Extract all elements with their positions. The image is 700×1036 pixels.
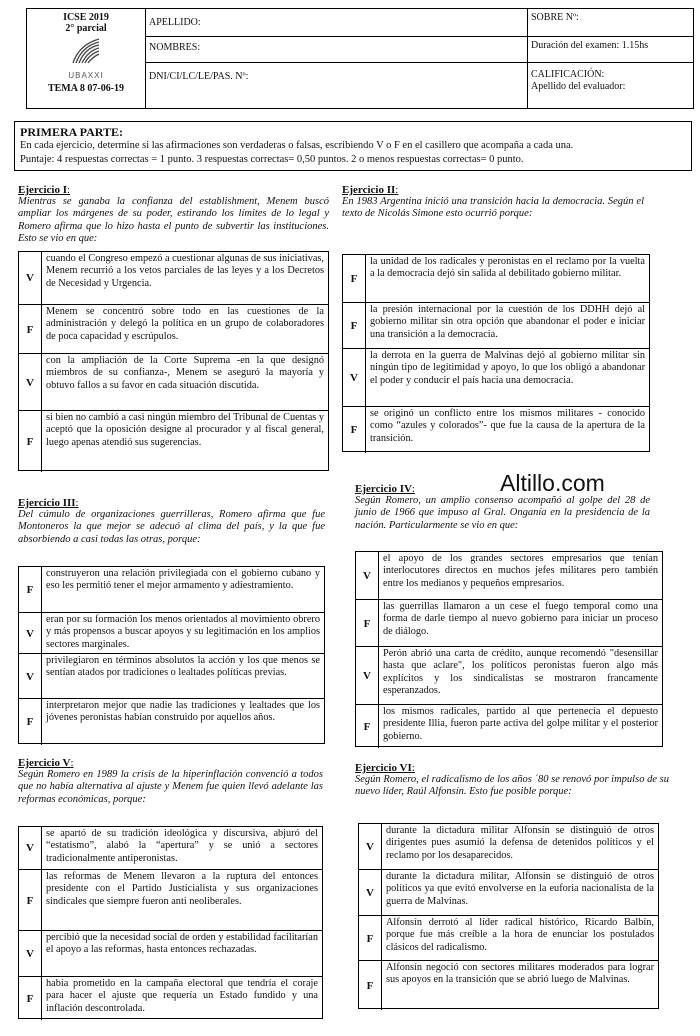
table-row bbox=[19, 827, 322, 869]
table-row bbox=[19, 612, 324, 654]
statement-text: durante la dictadura militar, Alfonsín se distinguió de otros políticos ya que evitó envolverse en la euforia nacionalista de la guerra de Malvinas. bbox=[386, 871, 654, 907]
statement-text: interpretaron mejor que nadie las tradiciones y lealtades que los jóvenes peronistas habían construido por aquellos años. bbox=[46, 700, 320, 724]
statement-text: cuando el Congreso empezó a cuestionar algunas de sus iniciativas, Menem recurrió a los vetos parciales de las leyes y a los Decretos de Necesidad y Urgencia. bbox=[46, 253, 324, 289]
ejercicio-3-title: Ejercicio III bbox=[18, 497, 76, 509]
statement-text: Alfonsín derrotó al líder radical histórico, Ricardo Balbín, porque fue más creíble a la hora de enunciar los postulados clásicos del radicalismo. bbox=[386, 917, 654, 953]
answer-cell[interactable]: F bbox=[356, 600, 379, 647]
apellido-field[interactable]: APELLIDO: bbox=[149, 17, 201, 28]
table-row bbox=[19, 653, 324, 699]
tema-label: TEMA 8 07-06-19 bbox=[47, 83, 125, 94]
duracion-label: Duración del examen: 1.15hs bbox=[531, 40, 649, 51]
answer-cell[interactable]: F bbox=[19, 411, 42, 472]
answer-cell[interactable]: F bbox=[343, 407, 366, 453]
table-row bbox=[19, 410, 328, 472]
table-row bbox=[19, 304, 328, 354]
statement-text: Alfonsín negoció con sectores militares moderados para lograr sus apoyos en la transición que se abrió luego de Malvinas. bbox=[386, 962, 654, 986]
ejercicio-4: Ejercicio IV: Según Romero, un amplio consenso acompañó al golpe del 28 de junio de 1966 que impuso al Gral. Onganía en la presidencia de la nación. Particularmente se vio en que: bbox=[355, 483, 650, 531]
table-row bbox=[19, 869, 322, 931]
table-row bbox=[19, 252, 328, 304]
primera-parte-instructions: En cada ejercicio, determine si las afirmaciones son verdaderas o falsas, escribiendo V o F en el casillero que acompaña a cada una. bbox=[20, 140, 574, 151]
ejercicio-3-intro: Del cúmulo de organizaciones guerrilleras, Romero afirma que fue Montoneros la que mejor se adecuó al clima del país, y la que fue absorbiendo a casi todas las otras, porque: bbox=[18, 509, 325, 545]
answer-cell[interactable]: V bbox=[19, 613, 42, 654]
table-row bbox=[19, 567, 324, 612]
ejercicio-1: Ejercicio I: Mientras se ganaba la confianza del establishment, Menem buscó ampliar los márgenes de su poder, estirando los límites de lo legal y Romero afirma que lo hizo hasta el punto de subvertir las instituciones. Esto se vio en que: bbox=[18, 184, 329, 245]
answer-cell[interactable]: F bbox=[19, 870, 42, 931]
table-row bbox=[359, 915, 658, 961]
table-row bbox=[19, 353, 328, 411]
table-row bbox=[343, 348, 649, 407]
answer-cell[interactable]: F bbox=[343, 303, 366, 349]
answer-cell[interactable]: V bbox=[359, 870, 382, 916]
ejercicio-2-intro: En 1983 Argentina inició una transición hacia la democracia. Según el texto de Nicolás Simone esto ocurrió porque: bbox=[342, 196, 644, 220]
primera-parte-title: PRIMERA PARTE: bbox=[20, 125, 124, 139]
ejercicio-2-title: Ejercicio II bbox=[342, 184, 396, 196]
answer-cell[interactable]: V bbox=[19, 354, 42, 411]
answer-cell[interactable]: F bbox=[356, 705, 379, 748]
exam-name: ICSE 2019 bbox=[63, 12, 109, 23]
statement-text: el apoyo de los grandes sectores empresarios que tenían interlocutores directos en muchos jefes militares pero también entre los medianos y pequeños empresarios. bbox=[383, 553, 658, 589]
answer-cell[interactable]: F bbox=[19, 699, 42, 745]
ejercicio-5-table bbox=[18, 826, 323, 1019]
ubaxxi-logo-text: UBAXXI bbox=[68, 71, 104, 80]
ubaxxi-logo-icon bbox=[67, 37, 105, 65]
parcial-label: 2° parcial bbox=[65, 23, 107, 34]
statement-text: se apartó de su tradición ideológica y discursiva, abjuró del “estatismo”, alabó la “apertura” y se unió a sectores tradicionalmente antiperonistas. bbox=[46, 828, 318, 864]
ejercicio-6-title: Ejercicio VI bbox=[355, 762, 412, 774]
statement-text: las guerrillas llamaron a un cese el fuego temporal como una forma de darle tiempo al nuevo gobierno para iniciar un proceso de diálogo. bbox=[383, 601, 658, 637]
ejercicio-4-intro: Según Romero, un amplio consenso acompañó al golpe del 28 de junio de 1966 que impuso al Gral. Onganía en la presidencia de la nación. Particularmente se vio en que: bbox=[355, 495, 650, 531]
primera-parte-puntaje: Puntaje: 4 respuestas correctas = 1 punto. 3 respuestas correctas= 0,50 puntos. 2 o menos respuestas correctas= 0 punto. bbox=[20, 154, 524, 165]
ejercicio-1-title: Ejercicio I bbox=[18, 184, 67, 196]
ejercicio-6-intro: Según Romero, el radicalismo de los años ´80 se renovó por impulso de su nuevo líder, Raúl Alfonsín. Esto fue posible porque: bbox=[355, 774, 669, 798]
primera-parte-box bbox=[14, 121, 692, 171]
statement-text: la derrota en la guerra de Malvinas dejó al gobierno militar sin ningún tipo de legitimidad y apoyo, lo que los obligó a abandonar el poder y conducir el país hacia una democracia. bbox=[370, 350, 645, 386]
answer-cell[interactable]: F bbox=[359, 961, 382, 1010]
table-row bbox=[343, 302, 649, 349]
statement-text: Menem se concentró sobre todo en las cuestiones de la administración y delegó la política en un grupo de colaboradores de poca capacidad y escrúpulos. bbox=[46, 306, 324, 342]
answer-cell[interactable]: F bbox=[19, 305, 42, 354]
answer-cell[interactable]: V bbox=[356, 552, 379, 599]
answer-cell[interactable]: F bbox=[359, 916, 382, 961]
table-row bbox=[359, 869, 658, 916]
statement-text: había prometido en la campaña electoral que tendría el coraje para hacer el ajuste que requería un Estado fundido y una inflación descontrolada. bbox=[46, 978, 318, 1014]
answer-cell[interactable]: F bbox=[19, 567, 42, 612]
ejercicio-4-table bbox=[355, 551, 663, 747]
answer-cell[interactable]: V bbox=[19, 827, 42, 869]
statement-text: durante la dictadura militar Alfonsín se distinguió de otros dirigentes pues asumió la defensa de detenidos políticos y el reclamo por los desaparecidos. bbox=[386, 825, 654, 861]
table-row bbox=[356, 599, 662, 647]
statement-text: Perón abrió una carta de crédito, aunque recomendó "desensillar hasta que aclare", los políticos peronistas fueron algo más explícitos y los sindicalistas se mostraron francamente esperanzados. bbox=[383, 648, 658, 696]
table-row bbox=[356, 704, 662, 748]
nombres-field[interactable]: NOMBRES: bbox=[149, 42, 201, 53]
dni-field[interactable]: DNI/CI/LC/LE/PAS. Nº: bbox=[149, 71, 249, 82]
answer-cell[interactable]: V bbox=[19, 252, 42, 304]
answer-cell[interactable]: V bbox=[19, 931, 42, 977]
answer-cell[interactable]: F bbox=[343, 255, 366, 302]
table-row bbox=[359, 960, 658, 1010]
exam-header bbox=[26, 8, 694, 109]
ejercicio-6: Ejercicio VI: Según Romero, el radicalismo de los años ´80 se renovó por impulso de su nuevo líder, Raúl Alfonsín. Esto fue posible porque: bbox=[355, 762, 669, 798]
ejercicio-5: Ejercicio V: Según Romero en 1989 la crisis de la hiperinflación convenció a todos que no había alternativa al ajuste y Menem fue quien llevó adelante las reformas económicas, porque: bbox=[18, 757, 323, 805]
answer-cell[interactable]: F bbox=[19, 977, 42, 1020]
table-row bbox=[343, 406, 649, 453]
ejercicio-5-intro: Según Romero en 1989 la crisis de la hiperinflación convenció a todos que no había alternativa al ajuste y Menem fue quien llevó adelante las reformas económicas, porque: bbox=[18, 769, 323, 805]
ejercicio-2: Ejercicio II: En 1983 Argentina inició una transición hacia la democracia. Según el texto de Nicolás Simone esto ocurrió porque: bbox=[342, 184, 644, 220]
statement-text: con la ampliación de la Corte Suprema -en la que designó miembros de su confianza-, Menem se aseguró la mayoría y obtuvo fallos a su favor en cada situación discutida. bbox=[46, 355, 324, 391]
answer-cell[interactable]: V bbox=[19, 654, 42, 699]
answer-cell[interactable]: V bbox=[359, 824, 382, 869]
ejercicio-3: Ejercicio III: Del cúmulo de organizaciones guerrilleras, Romero afirma que fue Montoneros la que mejor se adecuó al clima del país, y la que fue absorbiendo a casi todas las otras, porque: bbox=[18, 497, 325, 545]
table-row bbox=[356, 552, 662, 599]
ejercicio-3-table bbox=[18, 566, 325, 744]
sobre-field[interactable]: SOBRE Nº: bbox=[531, 12, 579, 23]
table-row bbox=[19, 976, 322, 1020]
statement-text: eran por su formación los menos orientados al movimiento obrero y más propensos a buscar apoyos y su legitimación en los amplios sectores marginales. bbox=[46, 614, 320, 650]
evaluador-field[interactable]: Apellido del evaluador: bbox=[531, 81, 626, 92]
statement-text: percibió que la necesidad social de orden y estabilidad facilitarían el apoyo a las reformas, hasta entonces rechazadas. bbox=[46, 932, 318, 956]
statement-text: las reformas de Menem llevaron a la ruptura del entonces presidente con el Partido Justicialista y sus organizaciones sindicales que siempre fueron anti neoliberales. bbox=[46, 871, 318, 907]
answer-cell[interactable]: V bbox=[356, 647, 379, 705]
ejercicio-5-title: Ejercicio V bbox=[18, 757, 71, 769]
ejercicio-2-table bbox=[342, 254, 650, 452]
statement-text: la unidad de los radicales y peronistas en el reclamo por la vuelta a la democracia dejó sin salida al debilitado gobierno militar. bbox=[370, 256, 645, 280]
header-logo-cell bbox=[27, 9, 146, 108]
statement-text: si bien no cambió a casi ningún miembro del Tribunal de Cuentas y aceptó que la oposición designe al procurador y al fiscal general, luego apenas atendió sus sugerencias. bbox=[46, 412, 324, 448]
statement-text: privilegiaron en términos absolutos la acción y los que menos se sentían atados por tradiciones o lealtades políticas previas. bbox=[46, 655, 320, 679]
statement-text: construyeron una relación privilegiada con el gobierno cubano y eso les permitió tener el mejor armamento y adiestramiento. bbox=[46, 568, 320, 592]
statement-text: los mismos radicales, partido al que pertenecía el depuesto presidente Illia, fueron parte activa del golpe militar y el posterior gobierno. bbox=[383, 706, 658, 742]
table-row bbox=[356, 646, 662, 705]
answer-cell[interactable]: V bbox=[343, 349, 366, 407]
table-row bbox=[19, 930, 322, 977]
ejercicio-4-title: Ejercicio IV bbox=[355, 483, 412, 495]
table-row bbox=[343, 255, 649, 302]
ejercicio-6-table bbox=[358, 823, 659, 1009]
statement-text: se originó un conflicto entre los mismos militares - conocido como “azules y colorados”- que fue la causa de la apertura de la transición. bbox=[370, 408, 645, 444]
table-row bbox=[359, 824, 658, 869]
ejercicio-1-table bbox=[18, 251, 329, 471]
table-row bbox=[19, 698, 324, 745]
student-fields bbox=[145, 9, 528, 108]
watermark-text: Altillo.com bbox=[500, 470, 605, 496]
calificacion-field[interactable]: CALIFICACIÓN: bbox=[531, 69, 605, 80]
ejercicio-1-intro: Mientras se ganaba la confianza del establishment, Menem buscó ampliar los márgenes de su poder, estirando los límites de lo legal y Romero afirma que lo hizo hasta el punto de subvertir las instituciones. Esto se vio en que: bbox=[18, 196, 329, 245]
exam-info-fields bbox=[527, 9, 693, 108]
statement-text: la presión internacional por la cuestión de los DDHH dejó al gobierno militar sin otra opción que abandonar el poder e iniciar una transición a la democracia. bbox=[370, 304, 645, 340]
